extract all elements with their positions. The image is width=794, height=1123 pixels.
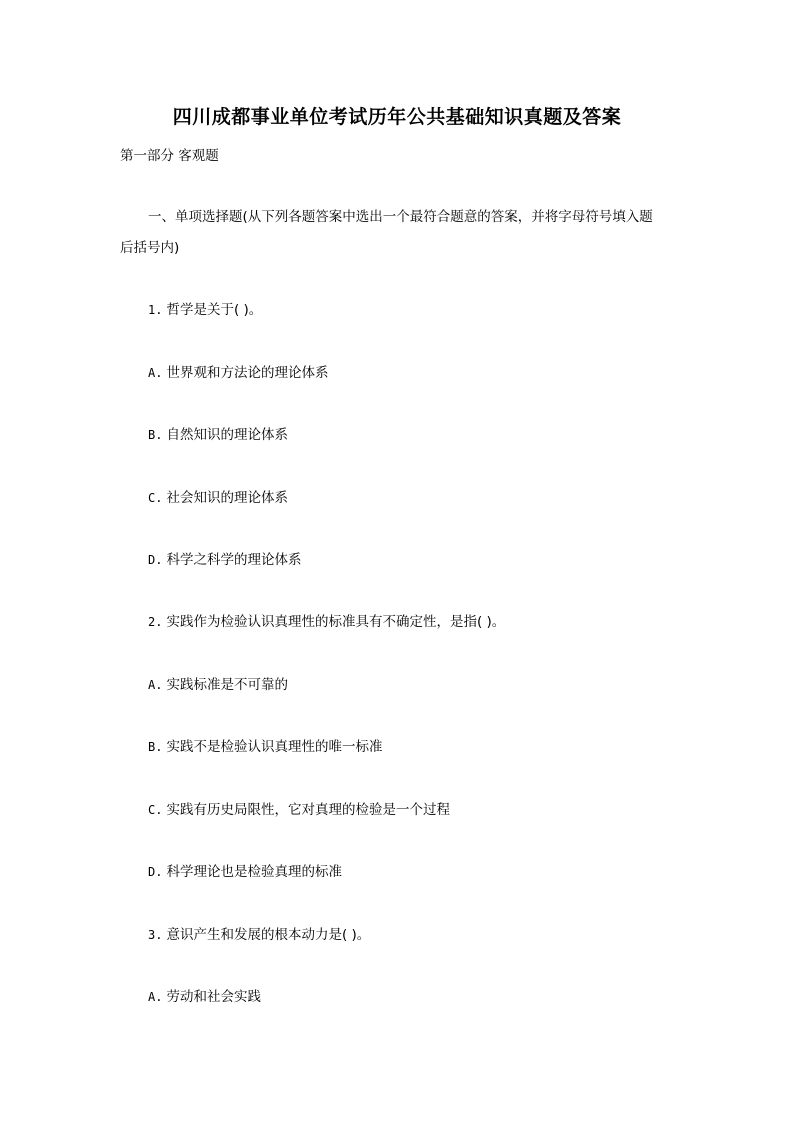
option-letter: C. [148, 803, 163, 817]
question-3-stem [148, 925, 370, 945]
option-text: 实践标准是不可靠的 [166, 677, 288, 693]
option-letter: D. [148, 865, 163, 879]
question-2-option-b [148, 737, 382, 757]
question-number: 3. [148, 928, 163, 942]
option-letter: D. [148, 553, 163, 567]
question-1-option-b [148, 425, 288, 445]
option-letter: B. [148, 740, 163, 754]
question-2-option-c [148, 800, 450, 820]
question-1-option-c [148, 488, 288, 508]
question-2-stem [148, 612, 505, 632]
document-title: 四川成都事业单位考试历年公共基础知识真题及答案 [172, 106, 622, 128]
question-2-option-a [148, 675, 288, 695]
question-2-option-d [148, 862, 342, 882]
question-text: 实践作为检验认识真理性的标准具有不确定性，是指( )。 [166, 614, 506, 630]
section-instruction-line-1: 一、单项选择题(从下列各题答案中选出一个最符合题意的答案，并将字母符号填入题 [148, 209, 653, 225]
option-letter: A. [148, 366, 163, 380]
option-text: 实践不是检验认识真理性的唯一标准 [166, 739, 383, 755]
option-letter: B. [148, 428, 163, 442]
option-letter: A. [148, 990, 163, 1004]
option-letter: C. [148, 491, 163, 505]
question-number: 2. [148, 615, 163, 629]
question-text: 意识产生和发展的根本动力是( )。 [166, 927, 371, 943]
question-number: 1. [148, 303, 163, 317]
question-1-option-d [148, 550, 301, 570]
question-1-option-a [148, 363, 328, 383]
option-text: 劳动和社会实践 [166, 989, 261, 1005]
option-text: 社会知识的理论体系 [166, 490, 288, 506]
option-text: 实践有历史局限性，它对真理的检验是一个过程 [166, 802, 450, 818]
question-1-stem [148, 300, 262, 320]
option-text: 世界观和方法论的理论体系 [166, 365, 329, 381]
option-text: 科学理论也是检验真理的标准 [166, 864, 342, 880]
option-text: 科学之科学的理论体系 [166, 552, 302, 568]
section-instruction-line-2: 后括号内) [120, 240, 180, 256]
option-text: 自然知识的理论体系 [166, 427, 288, 443]
part-heading: 第一部分 客观题 [120, 148, 219, 164]
option-letter: A. [148, 678, 163, 692]
question-3-option-a [148, 987, 261, 1007]
question-text: 哲学是关于( )。 [166, 302, 263, 318]
